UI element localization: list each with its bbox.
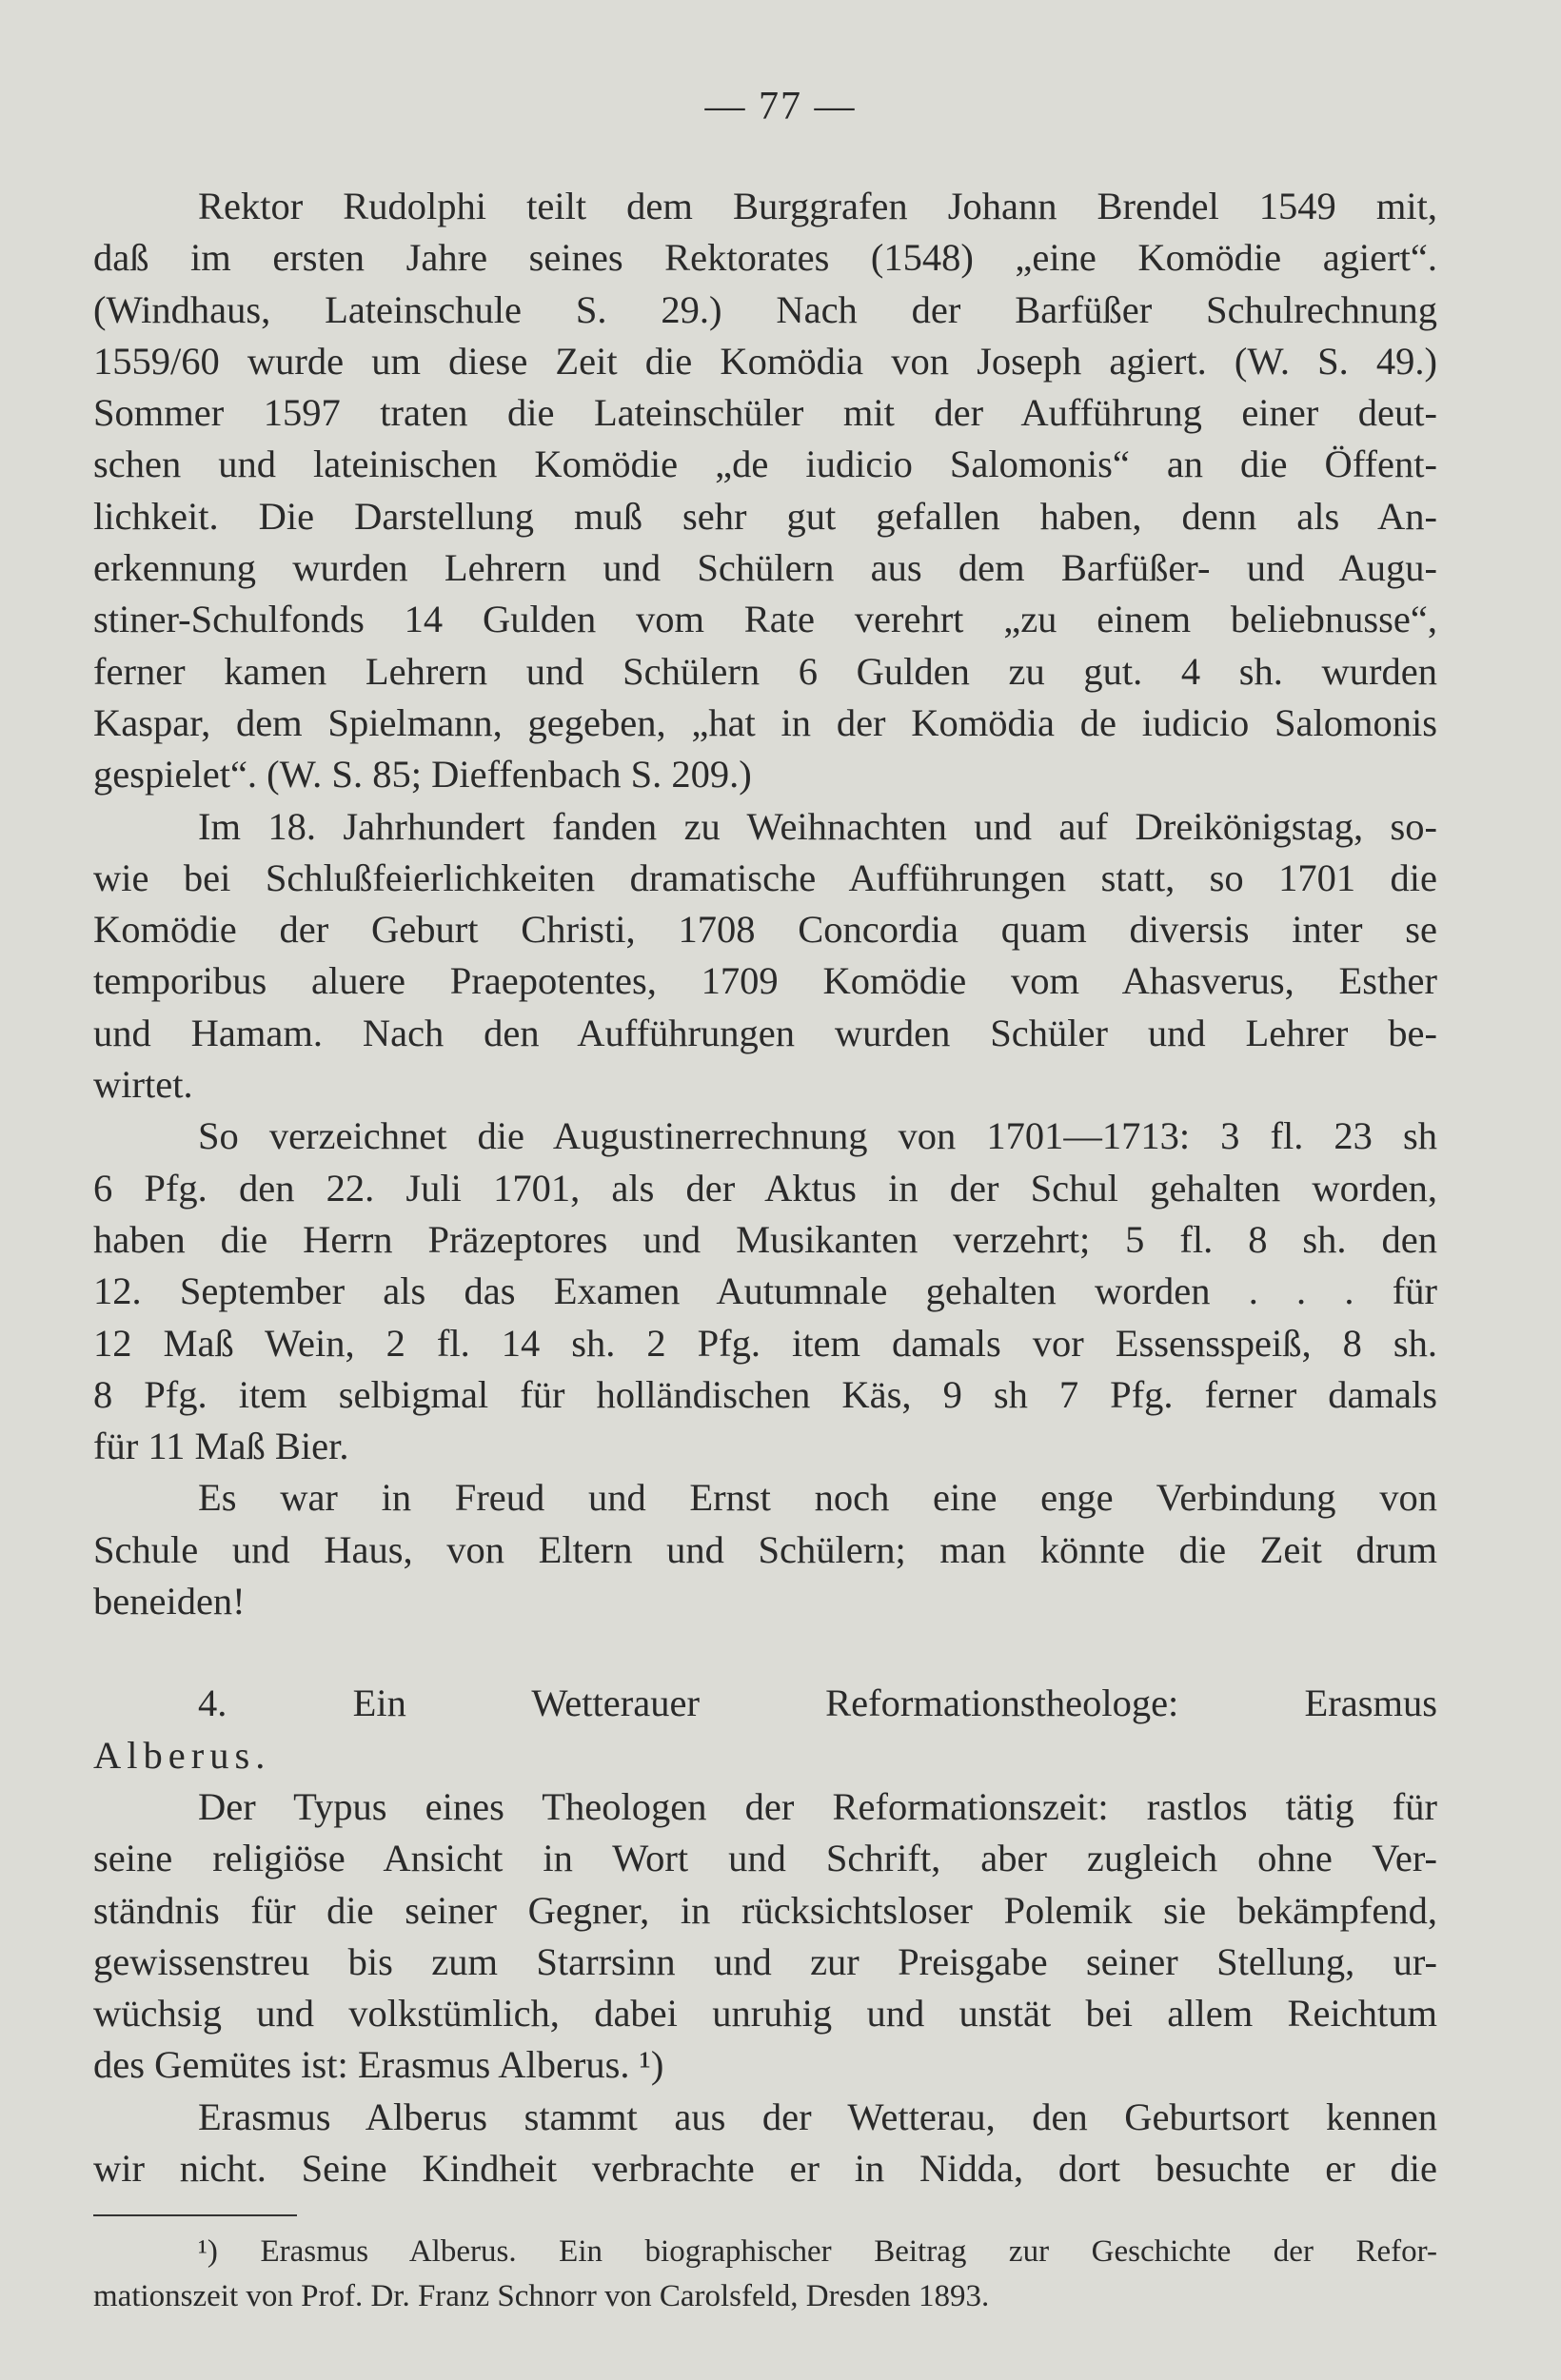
text-line: schen und lateinischen Komödie „de iudicio Salomonis“ an die Öffent- [93,443,1437,486]
text-line: Der Typus eines Theologen der Reformationszeit: rastlos tätig für [198,1784,1437,1828]
body-text [93,181,1437,2194]
text-line: erkennung wurden Lehrern und Schülern aus dem Barfüßer- und Augu- [93,546,1437,590]
text-line: 6 Pfg. den 22. Juli 1701, als der Aktus in der Schul gehalten worden, [93,1166,1437,1210]
text-line: für 11 Maß Bier. [93,1425,349,1468]
section-heading [93,1678,1437,1781]
footnote-rule [93,2214,297,2216]
footnote-line: ¹) Erasmus Alberus. Ein biographischer Beitrag zur Geschichte der Refor- [198,2234,1437,2269]
text-line: So verzeichnet die Augustinerrechnung von 1701—1713: 3 fl. 23 sh [198,1114,1437,1158]
text-line: (Windhaus, Lateinschule S. 29.) Nach der Barfüßer Schulrechnung [93,287,1437,331]
text-line: daß im ersten Jahre seines Rektorates (1548) „eine Komödie agiert“. [93,236,1437,280]
paragraph-18th-century [93,801,1437,1111]
text-line: gewissenstreu bis zum Starrsinn und zur Preisgabe seiner Stellung, ur- [93,1939,1437,1983]
text-line: temporibus aluere Praepotentes, 1709 Komödie vom Ahasverus, Esther [93,959,1437,1003]
text-line: Sommer 1597 traten die Lateinschüler mit der Aufführung einer deut- [93,391,1437,435]
text-line: wirtet. [93,1063,193,1107]
text-line: des Gemütes ist: Erasmus Alberus. ¹) [93,2043,664,2087]
text-line: beneiden! [93,1580,246,1623]
text-line: wüchsig und volkstümlich, dabei unruhig und unstät bei allem Reichtum [93,1992,1437,2036]
section-spacer [93,1627,1437,1678]
text-line: seine religiöse Ansicht in Wort und Schrift, aber zugleich ohne Ver- [93,1837,1437,1880]
text-line: Rektor Rudolphi teilt dem Burggrafen Johann Brendel 1549 mit, [198,185,1437,227]
page-number: — 77 — [704,85,857,128]
text-line: und Hamam. Nach den Aufführungen wurden Schüler und Lehrer be- [93,1011,1437,1054]
text-line: gespielet“. (W. S. 85; Dieffenbach S. 209.) [93,753,752,797]
section-heading-line: Alberus. [93,1733,271,1777]
paragraph-herkunft [93,2092,1437,2195]
text-line: Im 18. Jahrhundert fanden zu Weihnachten und auf Dreikönigstag, so- [198,804,1437,848]
text-line: Es war in Freud und Ernst noch eine enge Verbindung von [198,1476,1437,1520]
text-line: ständnis für die seiner Gegner, in rücksichtsloser Polemik sie bekämpfend, [93,1888,1437,1932]
text-line: 12. September als das Examen Autumnale gehalten worden . . . für [93,1269,1437,1313]
paragraph-freud-und-ernst [93,1472,1437,1627]
footnote [93,2230,1437,2319]
paragraph-augustinerrechnung [93,1111,1437,1472]
text-line: lichkeit. Die Darstellung muß sehr gut gefallen haben, denn als An- [93,494,1437,538]
text-line: Komödie der Geburt Christi, 1708 Concordia quam diversis inter se [93,908,1437,952]
paragraph-typus [93,1781,1437,2092]
text-line: ferner kamen Lehrern und Schülern 6 Gulden zu gut. 4 sh. wurden [93,649,1437,693]
text-line: stiner-Schulfonds 14 Gulden vom Rate verehrt „zu einem beliebnusse“, [93,598,1437,641]
text-line: Kaspar, dem Spielmann, gegeben, „hat in der Komödia de iudicio Salomonis [93,700,1437,744]
text-line: wir nicht. Seine Kindheit verbrachte er in Nidda, dort besuchte er die [93,2146,1437,2190]
text-line: Erasmus Alberus stammt aus der Wetterau, den Geburtsort kennen [198,2095,1437,2138]
footnote-line: mationszeit von Prof. Dr. Franz Schnorr von Carolsfeld, Dresden 1893. [93,2279,990,2313]
text-line: haben die Herrn Präzeptores und Musikanten verzehrt; 5 fl. 8 sh. den [93,1217,1437,1261]
paragraph-rudolphi [93,181,1437,801]
section-heading-line: 4. Ein Wetterauer Reformationstheologe: Erasmus [198,1682,1437,1725]
text-line: 1559/60 wurde um diese Zeit die Komödia von Joseph agiert. (W. S. 49.) [93,339,1437,383]
text-line: 12 Maß Wein, 2 fl. 14 sh. 2 Pfg. item damals vor Essensspeiß, 8 sh. [93,1321,1437,1365]
text-line: Schule und Haus, von Eltern und Schülern; man könnte die Zeit drum [93,1527,1437,1571]
text-line: wie bei Schlußfeierlichkeiten dramatische Aufführungen statt, so 1701 die [93,856,1437,899]
text-line: 8 Pfg. item selbigmal für holländischen Käs, 9 sh 7 Pfg. ferner damals [93,1372,1437,1416]
